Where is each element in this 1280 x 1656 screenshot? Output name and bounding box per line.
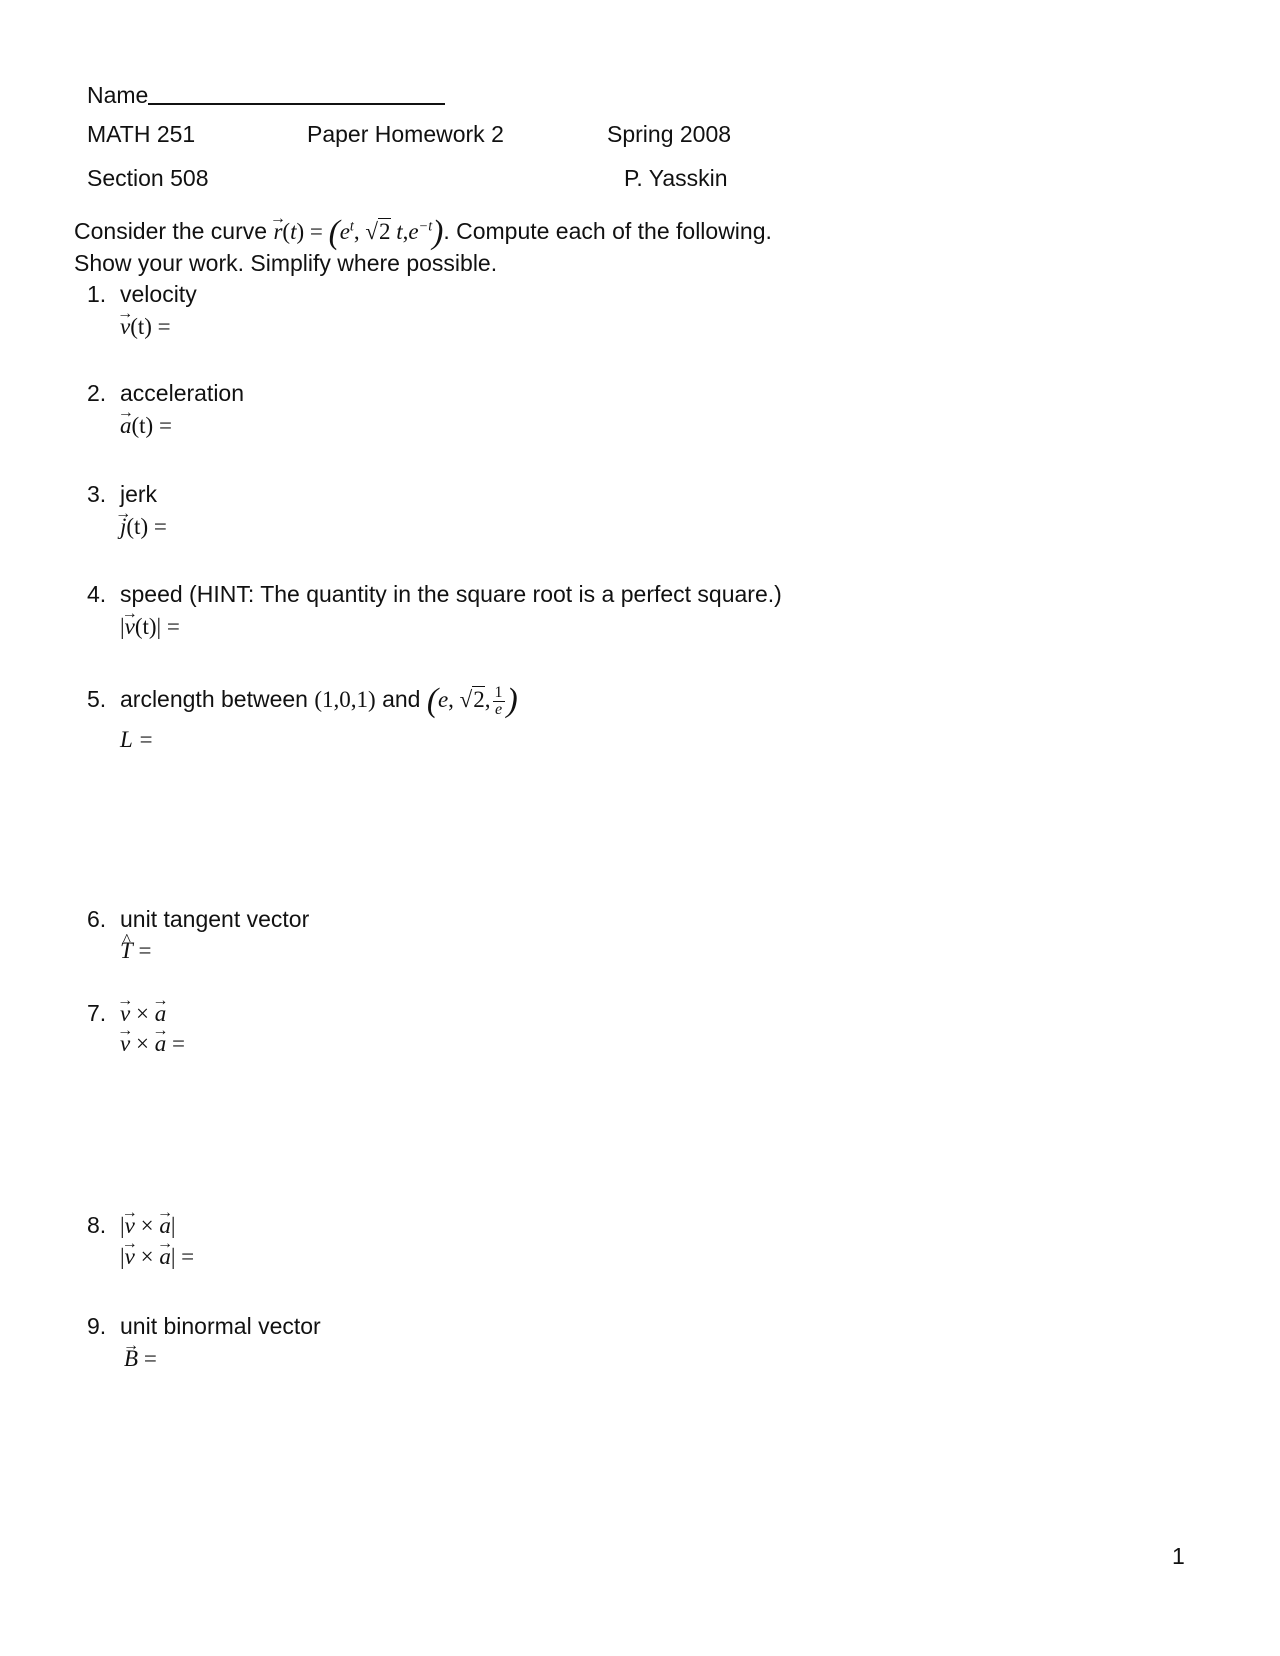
section-label: Section 508: [87, 165, 209, 191]
problem-9-answer: → B =: [124, 1346, 157, 1372]
problem-3-title: 3. jerk: [87, 481, 158, 507]
name-label: Name: [87, 82, 445, 109]
assignment-title: Paper Homework 2: [307, 121, 504, 147]
problem-5-answer: L =: [120, 727, 154, 752]
problem-9-title: 9. unit binormal vector: [87, 1313, 321, 1339]
problem-3-answer: → j(t) =: [120, 514, 167, 540]
instructor-label: P. Yasskin: [624, 165, 728, 191]
course-label: MATH 251: [87, 121, 196, 147]
problem-1-answer: → v(t) =: [120, 314, 171, 340]
page-number: 1: [1172, 1543, 1185, 1569]
name-blank-line: [148, 103, 445, 105]
problem-4-title: 4. speed (HINT: The quantity in the square root is a perfect square.): [87, 581, 782, 607]
problem-7-answer: → v × → a =: [120, 1031, 185, 1057]
problem-2-title: 2. acceleration: [87, 380, 245, 406]
problem-6-title: 6. unit tangent vector: [87, 906, 310, 932]
curve-formula: → $r(t) = (e^t$, √2 $t,e^{-t}$): [273, 219, 443, 244]
intro-line-2: Show your work. Simplify where possible.: [74, 250, 498, 276]
problem-8-title: 8. |→ v × → a|: [87, 1212, 175, 1239]
problem-7-title: 7.→ v × → a: [87, 1000, 166, 1027]
term-label: Spring 2008: [607, 121, 732, 147]
problem-5-title: 5. arclength between (1,0,1) and (e, √2, $\frac{1}{e}$ ): [87, 682, 518, 719]
problem-2-answer: → a(t) =: [120, 413, 172, 439]
problem-4-answer: |→ v(t)| =: [120, 614, 180, 640]
problem-6-answer: ^ T =: [120, 938, 152, 964]
problem-8-answer: |→ v × → a| =: [120, 1244, 194, 1270]
intro-line-1: Consider the curve → $r(t) = (e^t$, √2 $t,e^{-t}$). Compute each of the following.: [74, 214, 772, 252]
point-2-formula: (e, √2, $\frac{1}{e}$ ): [426, 682, 518, 719]
problem-1-title: 1. velocity: [87, 281, 197, 307]
